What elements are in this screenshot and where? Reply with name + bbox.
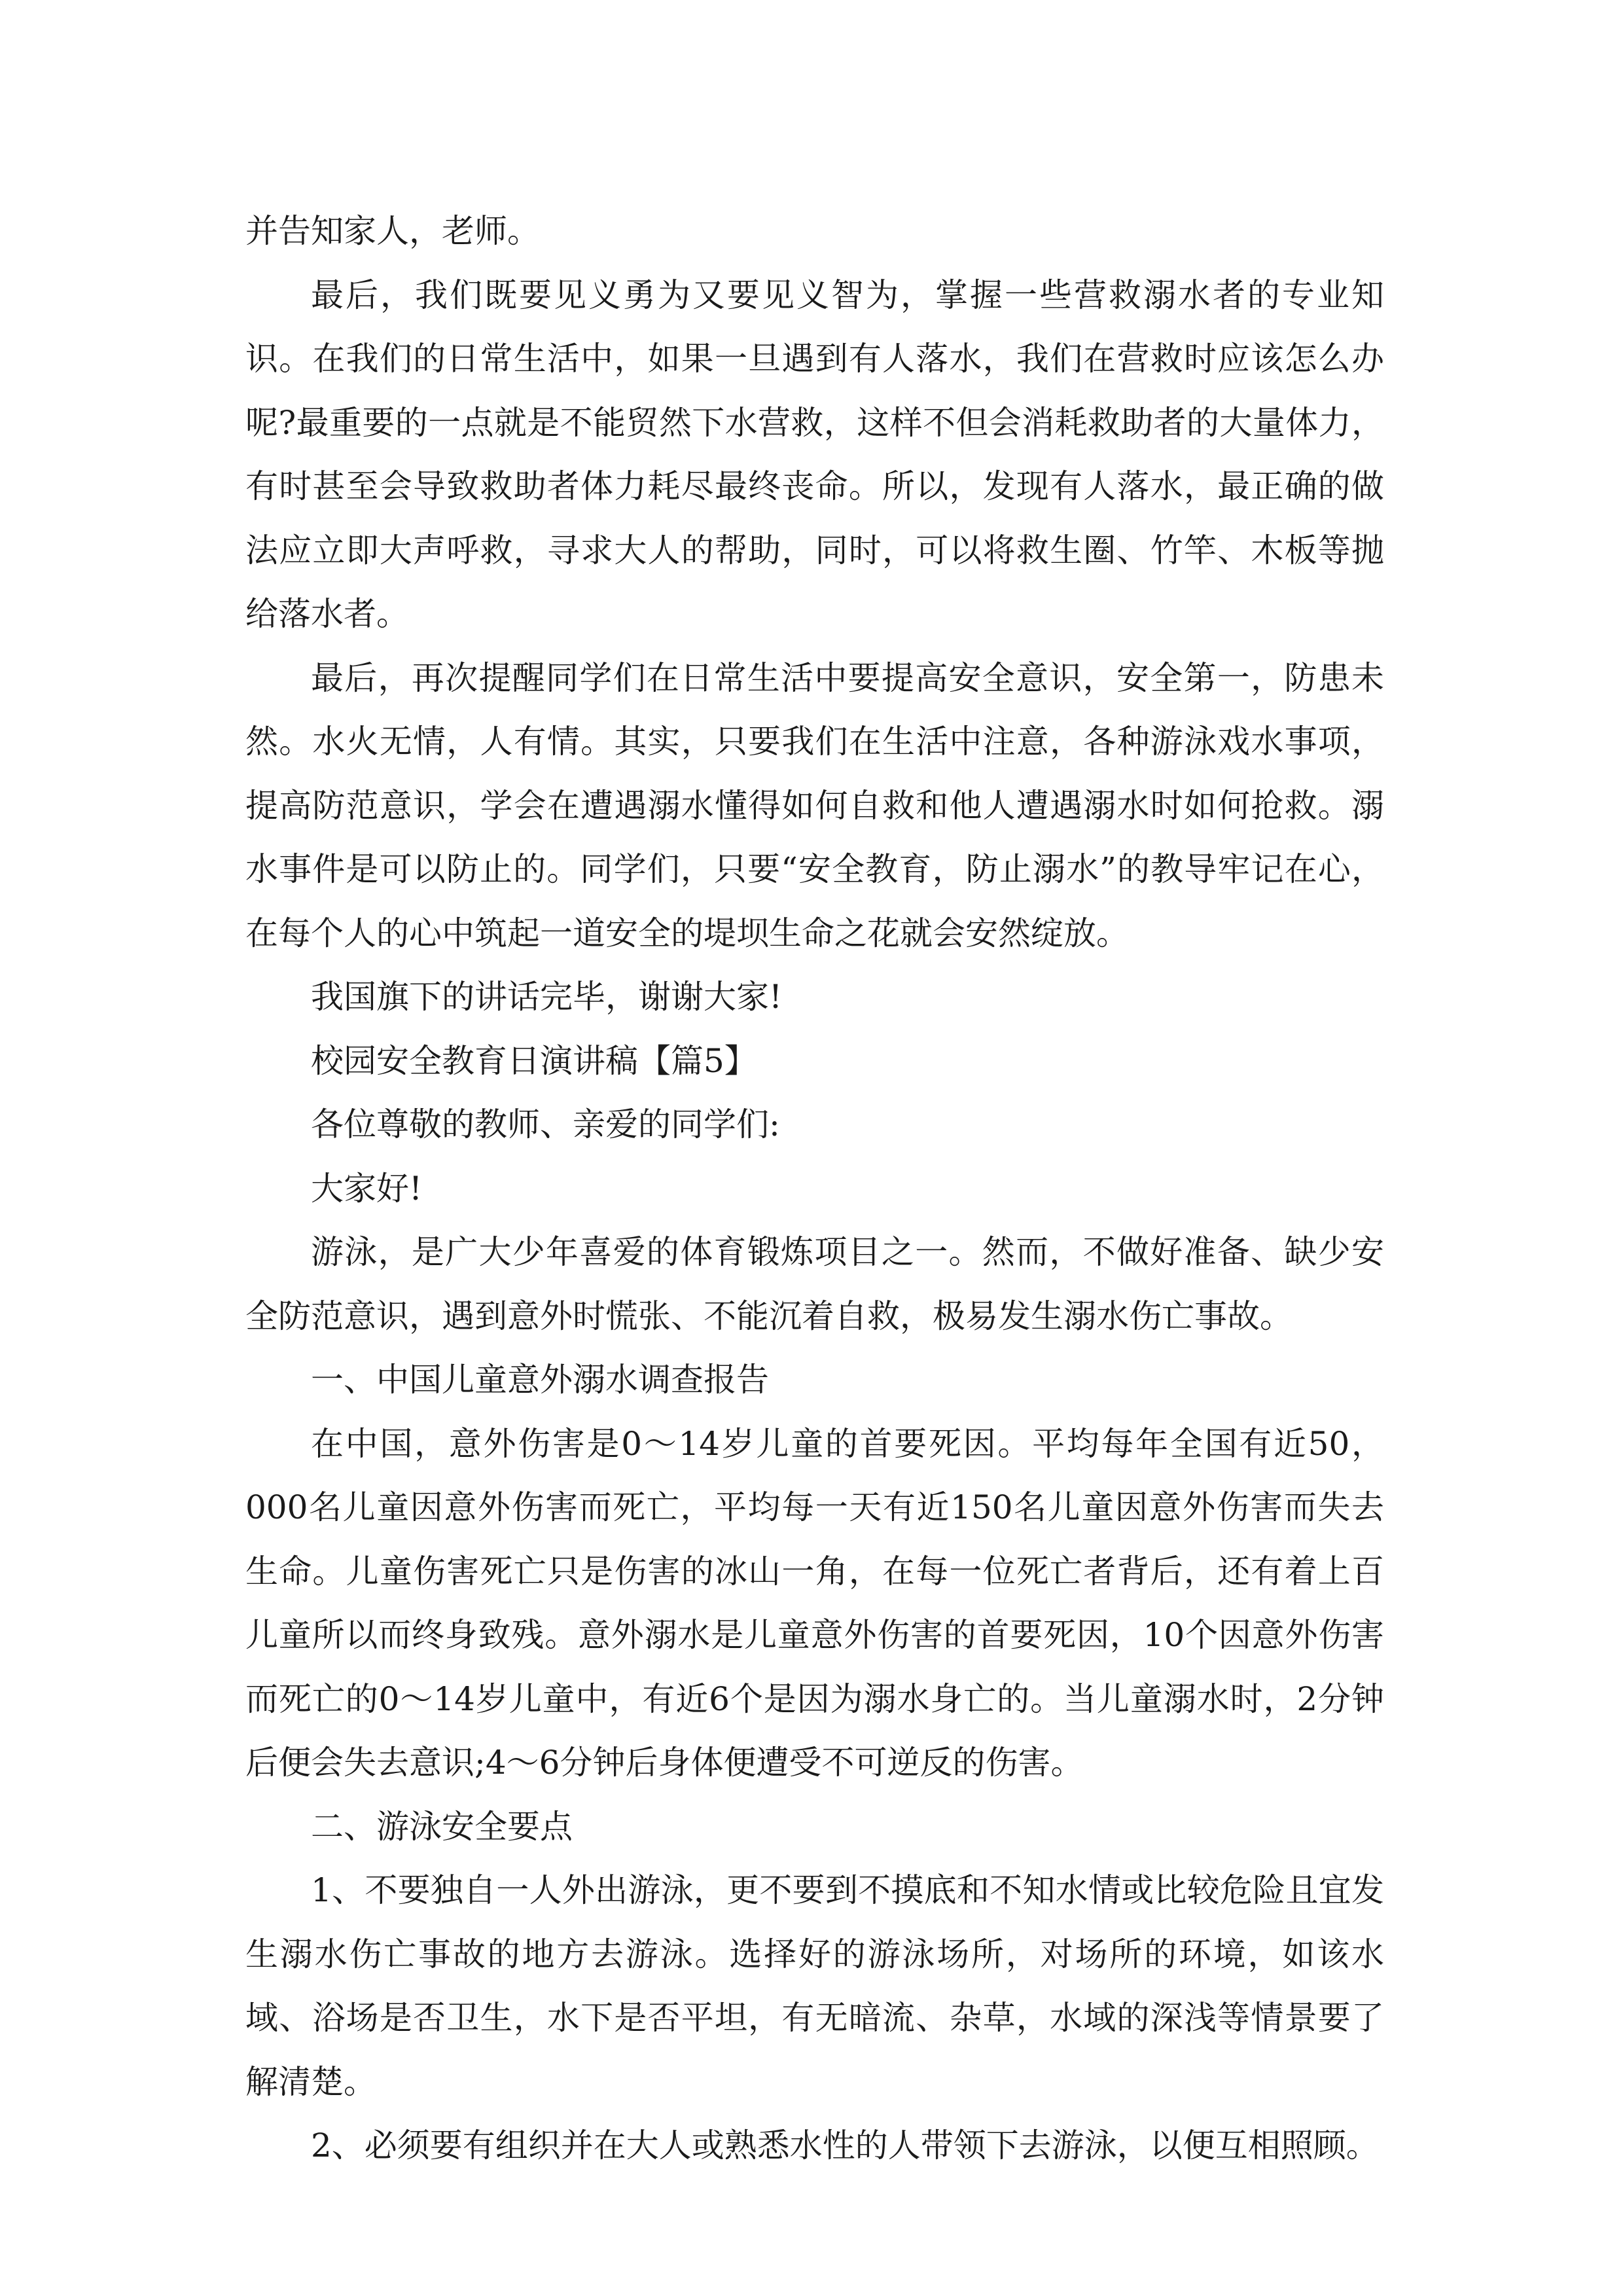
paragraph-report: 在中国，意外伤害是0～14岁儿童的首要死因。平均每年全国有近50，000名儿童因意外伤害而死亡，平均每一天有近150名儿童因意外伤害而失去生命。儿童伤害死亡只是伤害的冰山一角，在每一位死亡者背后，还有着上百儿童所以而终身致残。意外溺水是儿童意外伤害的首要死因，10个因意外伤害而死亡的0～14岁儿童中，有近6个是因为溺水身亡的。当儿童溺水时，2分钟后便会失去意识;4～6分钟后身体便遭受不可逆反的伤害。 [245,1424,1384,1782]
paragraph-intro: 游泳，是广大少年喜爱的体育锻炼项目之一。然而，不做好准备、缺少安全防范意识，遇到意外时慌张、不能沉着自救，极易发生溺水伤亡事故。 [245,1233,1384,1335]
section-title: 校园安全教育日演讲稿【篇5】 [311,1041,757,1080]
greeting: 大家好! [311,1169,423,1208]
closing-line: 我国旗下的讲话完毕，谢谢大家! [311,978,783,1016]
salutation: 各位尊敬的教师、亲爱的同学们: [311,1105,780,1143]
paragraph-1: 并告知家人，老师。 [245,212,540,250]
list-item-2: 2、必须要有组织并在大人或熟悉水性的人带领下去游泳，以便互相照顾。 [311,2126,1379,2164]
list-item-1: 1、不要独自一人外出游泳，更不要到不摸底和不知水情或比较危险且宜发生溺水伤亡事故的地方去游泳。选择好的游泳场所，对场所的环境，如该水域、浴场是否卫生，水下是否平坦，有无暗流、杂草，水域的深浅等情景要了解清楚。 [245,1871,1384,2101]
heading-2: 二、游泳安全要点 [311,1807,573,1846]
heading-1: 一、中国儿童意外溺水调查报告 [311,1361,769,1399]
document-body [245,200,1384,2178]
paragraph-2: 最后，我们既要见义勇为又要见义智为，掌握一些营救溺水者的专业知识。在我们的日常生活中，如果一旦遇到有人落水，我们在营救时应该怎么办呢?最重要的一点就是不能贸然下水营救，这样不但会消耗救助者的大量体力，有时甚至会导致救助者体力耗尽最终丧命。所以，发现有人落水，最正确的做法应立即大声呼救，寻求大人的帮助，同时，可以将救生圈、竹竿、木板等抛给落水者。 [245,276,1384,633]
paragraph-3: 最后，再次提醒同学们在日常生活中要提高安全意识，安全第一，防患未然。水火无情，人有情。其实，只要我们在生活中注意，各种游泳戏水事项，提高防范意识，学会在遭遇溺水懂得如何自救和他人遭遇溺水时如何抢救。溺水事件是可以防止的。同学们，只要“安全教育，防止溺水”的教导牢记在心，在每个人的心中筑起一道安全的堤坝生命之花就会安然绽放。 [245,658,1384,952]
